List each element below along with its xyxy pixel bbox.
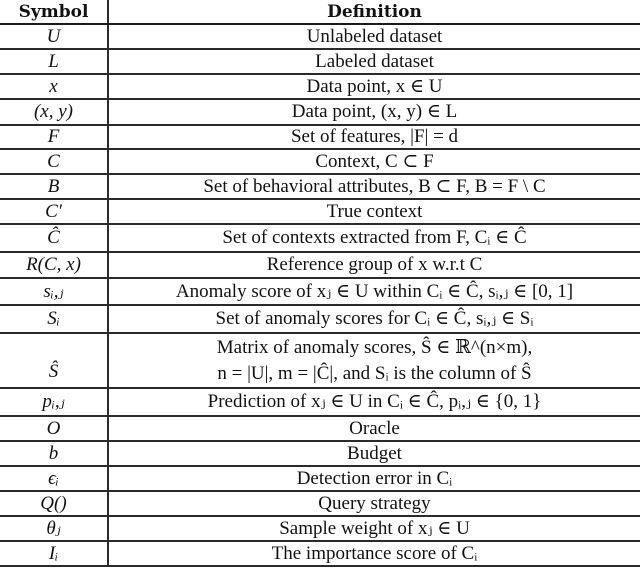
symbol-cell: Ĉ [0,225,109,251]
definition-cell: Data point, (x, y) ∈ L [291,101,458,122]
definition-cell: Sample weight of xⱼ ∈ U [279,517,470,539]
definition-cell: Budget [347,442,402,464]
symbol-cell: b [0,442,109,465]
definition-cell: Set of anomaly scores for Cᵢ ∈ Ĉ, sᵢ,ⱼ ∈ Sᵢ [215,308,534,329]
symbol-cell: F [0,126,109,148]
table-row [0,389,640,417]
symbol-cell: θⱼ [0,517,109,540]
definition-cell: Detection error in Cᵢ [296,467,453,489]
symbol-cell: Sᵢ [0,306,109,332]
table-row [0,225,640,253]
symbol-cell: C′ [0,200,109,223]
table-row [0,467,640,492]
definition-cell: The importance score of Cᵢ [271,542,478,564]
definition-line: Matrix of anomaly scores, Ŝ ∈ ℝ^(n×m), [216,336,533,358]
table-row [0,334,640,389]
symbol-cell: U [0,25,109,48]
definition-cell: Query strategy [318,492,431,514]
table-row [0,542,640,567]
table-row [0,50,640,75]
symbol-cell: Ŝ [0,334,109,387]
symbol-cell: Q() [0,492,109,515]
table-row [0,200,640,225]
header-symbol: Symbol [0,0,109,23]
definition-cell: True context [326,200,423,222]
symbol-cell: L [0,50,109,73]
definition-cell [109,334,640,387]
table-row [0,279,640,306]
table-row [0,417,640,442]
table-header-row [0,0,640,25]
table-row [0,75,640,100]
symbol-cell: pᵢ,ⱼ [0,389,109,415]
definition-cell: Set of features, |F| = d [290,126,459,147]
table-row [0,442,640,467]
table-row [0,126,640,150]
table-row [0,306,640,334]
table-row [0,253,640,279]
symbol-cell: sᵢ,ⱼ [0,279,109,304]
definition-line: n = |U|, m = |Ĉ|, and Sᵢ is the column of Ŝ [217,362,532,384]
definition-cell: Context, C ⊂ F [315,150,434,172]
definition-cell: Oracle [349,417,400,439]
table-row [0,25,640,50]
symbol-cell: C [0,150,109,173]
symbol-cell: B [0,175,109,198]
table-row [0,150,640,175]
definition-cell: Labeled dataset [315,50,434,72]
definition-cell: Prediction of xⱼ ∈ U in Cᵢ ∈ Ĉ, pᵢ,ⱼ ∈ {0, 1} [207,391,542,412]
table-row [0,175,640,200]
symbol-cell: Iᵢ [0,542,109,565]
definition-cell: Set of contexts extracted from F, Cᵢ ∈ Ĉ [222,227,527,248]
definition-cell: Anomaly score of xⱼ ∈ U within Cᵢ ∈ Ĉ, sᵢ,ⱼ ∈ [0, 1] [175,280,574,302]
symbol-cell: R(C, x) [0,253,109,277]
symbol-cell: x [0,75,109,98]
symbol-cell: O [0,417,109,440]
definition-cell: Set of behavioral attributes, B ⊂ F, B = F \ C [203,175,546,197]
definition-cell: Unlabeled dataset [306,25,443,47]
table-row [0,100,640,126]
table-row [0,492,640,517]
header-definition: Definition [327,1,422,22]
definition-cell: Data point, x ∈ U [306,75,443,97]
definition-cell: Reference group of x w.r.t C [266,254,483,275]
table-row [0,517,640,542]
symbol-cell: ϵᵢ [0,467,109,490]
symbol-cell: (x, y) [0,100,109,124]
